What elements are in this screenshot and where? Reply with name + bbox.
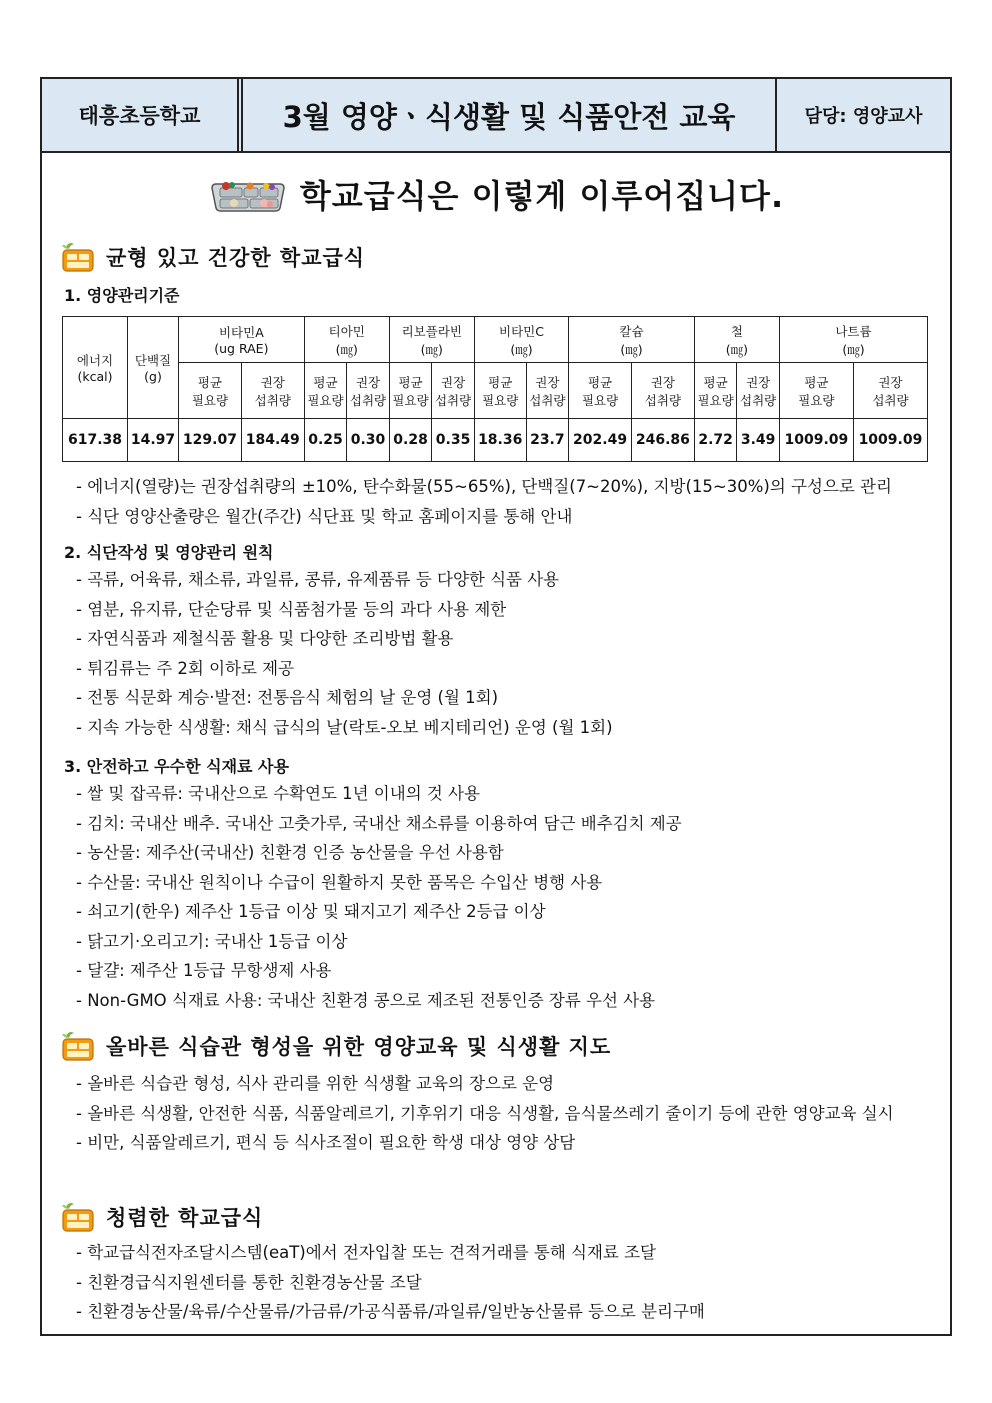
energy-value: 617.38 (63, 419, 128, 462)
calcium-header: 칼슘 (㎎) (569, 317, 695, 363)
list-item: - 지속 가능한 식생활: 채식 급식의 날(락토-오보 베지테리언) 운영 (월 1회) (76, 717, 613, 737)
list-item: - 올바른 식습관 형성, 식사 관리를 위한 식생활 교육의 장으로 운영 (76, 1074, 555, 1093)
list-item: - 김치: 국내산 배추. 국내산 고춧가루, 국내산 채소류를 이용하여 담근 배추김치 제공 (76, 813, 682, 833)
list-item: - 학교급식전자조달시스템(eaT)에서 전자입찰 또는 견적거래를 통해 식재료 조달 (76, 1243, 656, 1262)
rec-intake-header: 권장 섭취량 (737, 363, 780, 419)
subsection-title: 1. 영양관리기준 (64, 286, 180, 305)
lunchbox-sprout-icon (60, 1030, 96, 1062)
calcium-avg-value: 202.49 (569, 419, 632, 462)
riboflavin-header: 리보플라빈 (㎎) (389, 317, 474, 363)
vitamin-a-rec-value: 184.49 (241, 419, 304, 462)
school-name: 태흥초등학교 (78, 104, 201, 128)
header-bar (42, 79, 950, 153)
vitamin-c-avg-value: 18.36 (474, 419, 526, 462)
energy-header: 에너지 (kcal) (63, 317, 128, 419)
list-item: - 튀김류는 주 2회 이하로 제공 (76, 658, 295, 678)
riboflavin-avg-value: 0.28 (389, 419, 432, 462)
section-balanced-meal (60, 241, 365, 273)
thiamin-avg-value: 0.25 (304, 419, 347, 462)
riboflavin-rec-value: 0.35 (432, 419, 475, 462)
avg-requirement-header: 평균 필요량 (569, 363, 632, 419)
list-item: - 올바른 식생활, 안전한 식품, 식품알레르기, 기후위기 대응 식생활, 음식물쓰레기 줄이기 등에 관한 영양교육 실시 (76, 1103, 894, 1123)
subsection-title: 3. 안전하고 우수한 식재료 사용 (64, 757, 289, 776)
iron-avg-value: 2.72 (694, 419, 737, 462)
list-item: - 전통 식문화 계승·발전: 전통음식 체험의 날 운영 (월 1회) (76, 688, 499, 707)
sodium-avg-value: 1009.09 (779, 419, 853, 462)
avg-requirement-header: 평균 필요량 (389, 363, 432, 419)
rec-intake-header: 권장 섭취량 (432, 363, 475, 419)
subsection-title: 2. 식단작성 및 영양관리 원칙 (64, 543, 274, 562)
list-item: - 염분, 유지류, 단순당류 및 식품첨가물 등의 과다 사용 제한 (76, 599, 507, 619)
calcium-rec-value: 246.86 (631, 419, 694, 462)
document-frame (40, 77, 952, 1336)
list-item: - 친환경급식지원센터를 통한 친환경농산물 조달 (76, 1272, 422, 1292)
avg-requirement-header: 평균 필요량 (179, 363, 242, 419)
list-item: - 닭고기·오리고기: 국내산 1등급 이상 (76, 931, 348, 951)
list-item: - 곡류, 어육류, 채소류, 과일류, 콩류, 유제품류 등 다양한 식품 사용 (76, 570, 560, 589)
education-list (76, 1069, 946, 1158)
list-item: - 수산물: 국내산 원칙이나 수급이 원활하지 못한 품목은 수입산 병행 사용 (76, 872, 603, 892)
thiamin-header: 티아민 (㎎) (304, 317, 389, 363)
rec-intake-header: 권장 섭취량 (347, 363, 390, 419)
thiamin-rec-value: 0.30 (347, 419, 390, 462)
list-item: - 식단 영양산출량은 월간(주간) 식단표 및 학교 홈페이지를 통해 안내 (76, 506, 573, 526)
list-item: - 달걀: 제주산 1등급 무항생제 사용 (76, 961, 332, 980)
avg-requirement-header: 평균 필요량 (694, 363, 737, 419)
section-nutrition-education (60, 1030, 611, 1062)
manager-label: 담당: 영양교사 (804, 106, 923, 127)
menu-principles-list (76, 565, 946, 742)
list-item: - 친환경농산물/육류/수산물류/가금류/가공식품류/과일류/일반농산물류 등으로 분리구매 (76, 1302, 705, 1321)
section-integrity (60, 1201, 263, 1233)
section-title: 올바른 식습관 형성을 위한 영양교육 및 식생활 지도 (106, 1035, 612, 1059)
sodium-header: 나트륨 (㎎) (779, 317, 927, 363)
vitamin-a-header: 비타민A (ug RAE) (179, 317, 305, 363)
rec-intake-header: 권장 섭취량 (853, 363, 927, 419)
vitamin-c-rec-value: 23.7 (526, 419, 569, 462)
rec-intake-header: 권장 섭취량 (241, 363, 304, 419)
lunch-tray-icon (208, 174, 288, 214)
nutrition-notes-list (76, 472, 946, 531)
nutrition-standard-table (62, 316, 928, 462)
list-item: - 쇠고기(한우) 제주산 1등급 이상 및 돼지고기 제주산 2등급 이상 (76, 902, 546, 921)
iron-rec-value: 3.49 (737, 419, 780, 462)
list-item: - 비만, 식품알레르기, 편식 등 식사조절이 필요한 학생 대상 영양 상담 (76, 1133, 576, 1152)
avg-requirement-header: 평균 필요량 (779, 363, 853, 419)
section-title: 균형 있고 건강한 학교급식 (106, 246, 366, 270)
vitamin-c-header: 비타민C (㎎) (474, 317, 568, 363)
protein-value: 14.97 (128, 419, 179, 462)
vitamin-a-avg-value: 129.07 (179, 419, 242, 462)
avg-requirement-header: 평균 필요량 (474, 363, 526, 419)
rec-intake-header: 권장 섭취량 (526, 363, 569, 419)
section-title: 청렴한 학교급식 (106, 1206, 264, 1230)
protein-header: 단백질 (g) (128, 317, 179, 419)
main-title: 학교급식은 이렇게 이루어집니다. (299, 177, 785, 215)
lunchbox-sprout-icon (60, 241, 96, 273)
sodium-rec-value: 1009.09 (853, 419, 927, 462)
ingredient-standards-list (76, 779, 946, 1015)
procurement-list (76, 1238, 946, 1327)
list-item: - 쌀 및 잡곡류: 국내산으로 수확연도 1년 이내의 것 사용 (76, 784, 480, 803)
iron-header: 철 (㎎) (694, 317, 779, 363)
lunchbox-sprout-icon (60, 1201, 96, 1233)
document-title: 3월 영양ㆍ식생활 및 식품안전 교육 (237, 79, 777, 151)
rec-intake-header: 권장 섭취량 (631, 363, 694, 419)
avg-requirement-header: 평균 필요량 (304, 363, 347, 419)
list-item: - 농산물: 제주산(국내산) 친환경 인증 농산물을 우선 사용함 (76, 843, 504, 862)
list-item: - 에너지(열량)는 권장섭취량의 ±10%, 탄수화물(55~65%), 단백질(7~20%), 지방(15~30%)의 구성으로 관리 (76, 477, 892, 496)
list-item: - 자연식품과 제철식품 활용 및 다양한 조리방법 활용 (76, 629, 454, 648)
main-title-row (42, 164, 950, 224)
list-item: - Non-GMO 식재료 사용: 국내산 친환경 콩으로 제조된 전통인증 장류 우선 사용 (76, 990, 656, 1010)
